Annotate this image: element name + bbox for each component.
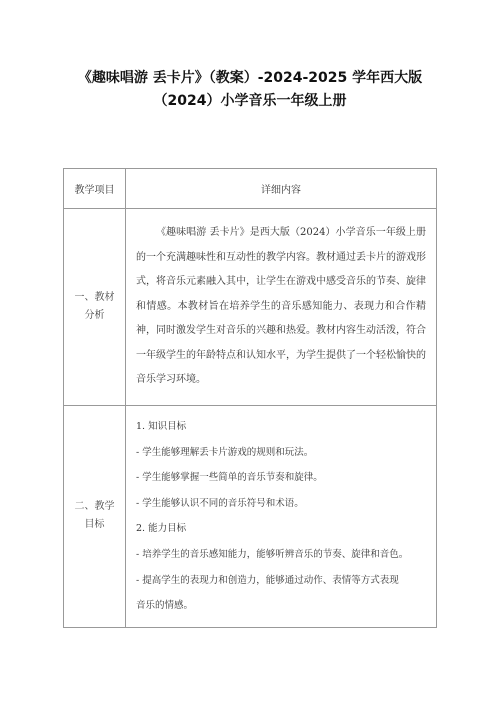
goal-item: 音乐的情感。 — [136, 600, 194, 612]
document-title-line2: （2024）小学音乐一年级上册 — [153, 93, 347, 109]
goal-item: - 培养学生的音乐感知能力，能够听辨音乐的节奏、旋律和音色。 — [136, 548, 409, 560]
goal-item: - 学生能够掌握一些简单的音乐节奏和旋律。 — [136, 472, 323, 484]
goals-list — [126, 406, 436, 627]
analysis-paragraph: 《趣味唱游 丢卡片》是西大版（2024）小学音乐一年级上册的一个充满趣味性和互动性的教学内容。教材通过丢卡片的游戏形式，将音乐元素融入其中，让学生在游戏中感受音乐的节奏、旋律和情感。本教材旨在培养学生的音乐感知能力、表现力和合作精神，同时激发学生对音乐的兴趣和热爱。教材内容生动活泼，符合一年级学生的年龄特点和认知水平，为学生提供了一个轻松愉快的音乐学习环境。 — [136, 227, 426, 386]
table-header-row — [64, 169, 437, 209]
table-row-teaching-goals — [64, 406, 437, 628]
goal-item: - 提高学生的表现力和创造力，能够通过动作、表情等方式表现 — [136, 574, 399, 586]
row-label-teaching-goals — [64, 406, 126, 628]
row-content-teaching-goals — [126, 406, 437, 628]
goal-item: 1. 知识目标 — [136, 421, 187, 432]
row-label-line: 一、教材 — [74, 292, 115, 303]
header-teaching-item: 教学项目 — [64, 169, 126, 209]
document-title-line1: 《趣味唱游 丢卡片》（教案）-2024-2025 学年西大版 — [77, 70, 423, 86]
goal-item: 2. 能力目标 — [136, 523, 187, 535]
row-label-line: 分析 — [84, 310, 105, 321]
row-content-textbook-analysis — [126, 209, 437, 406]
goal-item: - 学生能够认识不同的音乐符号和术语。 — [136, 497, 304, 509]
table-row-textbook-analysis — [64, 209, 437, 406]
row-label-textbook-analysis — [64, 209, 126, 406]
goal-item: - 学生能够理解丢卡片游戏的规则和玩法。 — [136, 446, 314, 458]
header-detail-content: 详细内容 — [126, 169, 437, 209]
lesson-plan-table — [63, 168, 437, 628]
row-label-line: 目标 — [84, 519, 105, 531]
row-label-line: 二、教学 — [74, 501, 115, 513]
